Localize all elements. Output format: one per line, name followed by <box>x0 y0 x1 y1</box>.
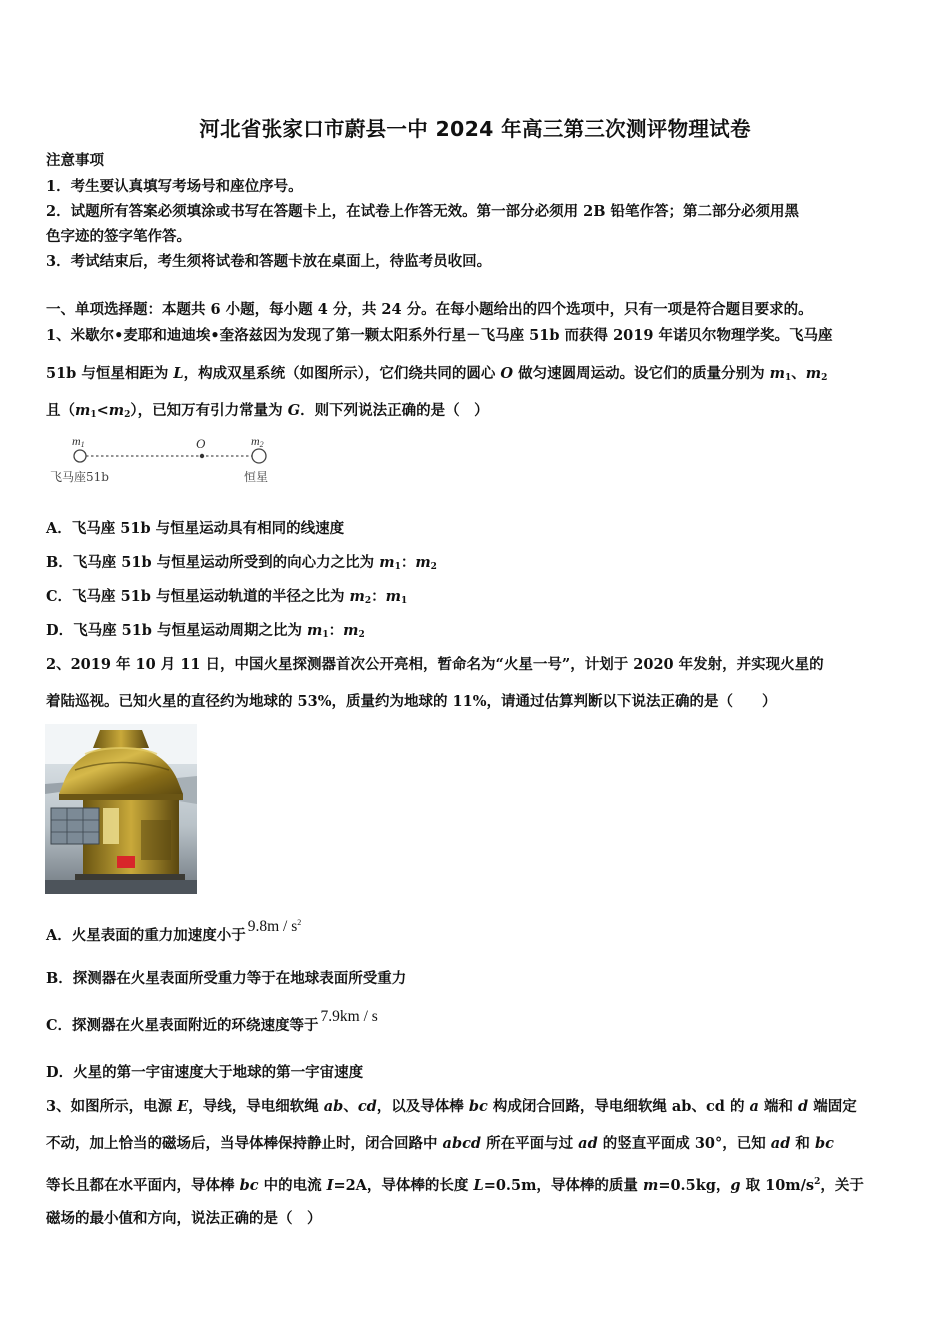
q3-text: 等长且都在水平面内，导体棒 <box>46 1176 240 1194</box>
q2-option-c-text: C．探测器在火星表面附近的环绕速度等于 <box>46 1017 319 1034</box>
q3-line-1 <box>46 1097 857 1117</box>
q1-option-b <box>46 553 437 577</box>
q3-var-g: g <box>730 1176 741 1194</box>
q1-sub: 2 <box>821 373 828 383</box>
q1-sub: 1 <box>322 630 329 640</box>
q3-line-3 <box>46 1172 864 1196</box>
q1-var-m: m <box>349 588 365 605</box>
diagram-right-caption: 恒星 <box>244 470 269 484</box>
q3-text: 的竖直平面成 30°，已知 <box>597 1135 771 1152</box>
q1-var-m: m <box>307 622 323 639</box>
q1-text: ．则下列说法正确的是（ ） <box>300 402 489 419</box>
mars-probe-photo <box>45 724 197 894</box>
planet-circle <box>74 450 86 462</box>
q2-option-a-unit <box>248 918 302 935</box>
q1-text: ），已知万有引力常量为 <box>130 402 288 419</box>
diagram-m1-label: m1 <box>72 434 85 449</box>
q3-text: 构成闭合回路，导电细软绳 ab、cd 的 <box>487 1098 750 1115</box>
q1-sub: 1 <box>394 562 401 572</box>
notice-item-2-cont: 色字迹的签字笔作答。 <box>46 228 191 245</box>
q1-option-a: A．飞马座 51b 与恒星运动具有相同的线速度 <box>46 520 345 537</box>
q1-option-c-text: C．飞马座 51b 与恒星运动轨道的半径之比为 <box>46 588 350 605</box>
q2-line-1: 2、2019 年 10 月 11 日，中国火星探测器首次公开亮相，暂命名为“火星一号”，计划于 2020 年发射，并实现火星的 <box>46 656 824 673</box>
q2-line-2: 着陆巡视。已知火星的直径约为地球的 53%，质量约为地球的 11%，请通过估算判断以下说法正确的是（ ） <box>46 693 777 710</box>
q1-text: 51b 与恒星相距为 <box>46 365 174 382</box>
q3-text: =0.5kg， <box>658 1176 731 1194</box>
q2-option-a <box>46 918 302 946</box>
q1-lt: < <box>96 402 109 419</box>
q2-option-c <box>46 1008 378 1036</box>
q3-var-I: I <box>326 1176 334 1194</box>
q3-text: ，导线，导电细软绳 <box>188 1098 324 1115</box>
q1-colon: ： <box>371 588 386 605</box>
q1-var-m: m <box>343 622 359 639</box>
q3-line-4: 磁场的最小值和方向，说法正确的是（ ） <box>46 1210 322 1227</box>
q1-option-c <box>46 587 407 611</box>
q1-colon: ： <box>328 622 344 639</box>
q1-text: 且（ <box>46 402 75 419</box>
diagram-O-label: O <box>196 436 206 451</box>
page-title: 河北省张家口市蔚县一中 2024 年高三第三次测评物理试卷 <box>199 117 751 141</box>
notice-item-2: 2．试题所有答案必须填涂或书写在答题卡上，在试卷上作答无效。第一部分必须用 2B 铅笔作答；第二部分必须用黑 <box>46 203 800 220</box>
q1-sub: 2 <box>358 630 365 640</box>
q3-text: 不动，加上恰当的磁场后，当导体棒保持静止时，闭合回路中 <box>46 1135 443 1152</box>
q1-colon: ： <box>400 554 416 571</box>
q3-var-ab: ab <box>323 1098 344 1115</box>
q3-text: =2A，导体棒的长度 <box>333 1176 474 1194</box>
mars-probe-image <box>45 724 197 894</box>
q1-var-m: m <box>75 402 91 419</box>
notice-item-3: 3．考试结束后，考生须将试卷和答题卡放在桌面上，待监考员收回。 <box>46 253 492 270</box>
q1-sub: 1 <box>90 410 97 420</box>
q2-unit-sup: 2 <box>297 918 302 927</box>
q2-option-b: B．探测器在火星表面所受重力等于在地球表面所受重力 <box>46 970 407 987</box>
q3-text: 取 10m/s <box>740 1176 815 1194</box>
q1-option-d <box>46 621 365 645</box>
q2-option-a-text: A．火星表面的重力加速度小于 <box>46 927 246 945</box>
q1-var-L: L <box>173 365 184 382</box>
q1-text: ，构成双星系统（如图所示），它们绕共同的圆心 <box>183 365 501 382</box>
q1-var-m: m <box>415 554 431 571</box>
q3-line-2 <box>46 1134 834 1154</box>
star-circle <box>252 449 266 463</box>
q1-text: 做匀速圆周运动。设它们的质量分别为 <box>513 365 770 382</box>
q3-var-bc: bc <box>468 1098 488 1115</box>
q1-var-O: O <box>500 365 514 382</box>
q3-text: 端固定 <box>808 1098 857 1115</box>
q3-var-L: L <box>473 1176 484 1194</box>
q1-sub: 1 <box>400 596 408 606</box>
q3-text: ，关于 <box>820 1176 864 1194</box>
q3-var-abcd: abcd <box>442 1135 482 1152</box>
q3-text: 和 <box>790 1135 815 1152</box>
q3-var-bc: bc <box>239 1176 259 1194</box>
q3-var-bc: bc <box>814 1135 834 1152</box>
q2-option-d: D．火星的第一宇宙速度大于地球的第一宇宙速度 <box>46 1064 364 1081</box>
q3-text: 端和 <box>758 1098 799 1115</box>
q3-var-m: m <box>642 1176 659 1194</box>
diagram-left-caption: 飞马座51b <box>50 470 109 484</box>
q1-sub: 2 <box>430 562 437 572</box>
q3-text: 、 <box>343 1098 358 1115</box>
q1-sep: 、 <box>791 365 806 382</box>
q1-var-m: m <box>108 402 125 419</box>
diagram-m2-label: m2 <box>251 434 264 449</box>
q1-sub: 1 <box>785 373 792 383</box>
q1-line-2 <box>46 364 827 388</box>
q3-var-cd: cd <box>357 1098 377 1115</box>
q3-text: ，以及导体棒 <box>376 1098 469 1115</box>
q3-var-d: d <box>798 1098 809 1115</box>
binary-star-diagram <box>46 432 286 488</box>
q2-unit-value: 9.8m / s <box>247 918 298 936</box>
q3-sup: 2 <box>814 1177 821 1187</box>
q3-text: 3、如图所示，电源 <box>46 1098 178 1115</box>
q1-line-1: 1、米歇尔•麦耶和迪迪埃•奎洛兹因为发现了第一颗太阳系外行星－飞马座 51b 而获得 2019 年诺贝尔物理学奖。飞马座 <box>46 327 833 344</box>
q1-var-m: m <box>385 588 401 605</box>
q3-var-a: a <box>749 1098 759 1115</box>
q3-text: =0.5m，导体棒的质量 <box>483 1176 643 1194</box>
notice-item-1: 1．考生要认真填写考场号和座位序号。 <box>46 178 303 195</box>
notice-heading: 注意事项 <box>46 152 104 169</box>
q1-line-3 <box>46 401 489 425</box>
q1-option-b-text: B．飞马座 51b 与恒星运动所受到的向心力之比为 <box>46 554 380 571</box>
q1-var-m: m <box>379 554 395 571</box>
q3-var-ad: ad <box>578 1135 598 1152</box>
q1-var-m: m <box>805 365 822 382</box>
q3-text: 所在平面与过 <box>481 1135 579 1152</box>
q1-var-m: m <box>769 365 786 382</box>
q1-sub: 2 <box>124 410 131 420</box>
section-heading: 一、单项选择题：本题共 6 小题，每小题 4 分，共 24 分。在每小题给出的四个选项中，只有一项是符合题目要求的。 <box>46 301 813 318</box>
q3-text: 中的电流 <box>258 1176 327 1194</box>
center-dot <box>200 454 204 458</box>
q3-var-E: E <box>177 1098 189 1115</box>
q1-option-d-text: D．飞马座 51b 与恒星运动周期之比为 <box>46 622 308 639</box>
q1-sub: 2 <box>364 596 372 606</box>
q1-var-G: G <box>287 402 301 419</box>
q2-option-c-unit: 7.9km / s <box>320 1008 378 1025</box>
q3-var-ad: ad <box>770 1135 791 1152</box>
